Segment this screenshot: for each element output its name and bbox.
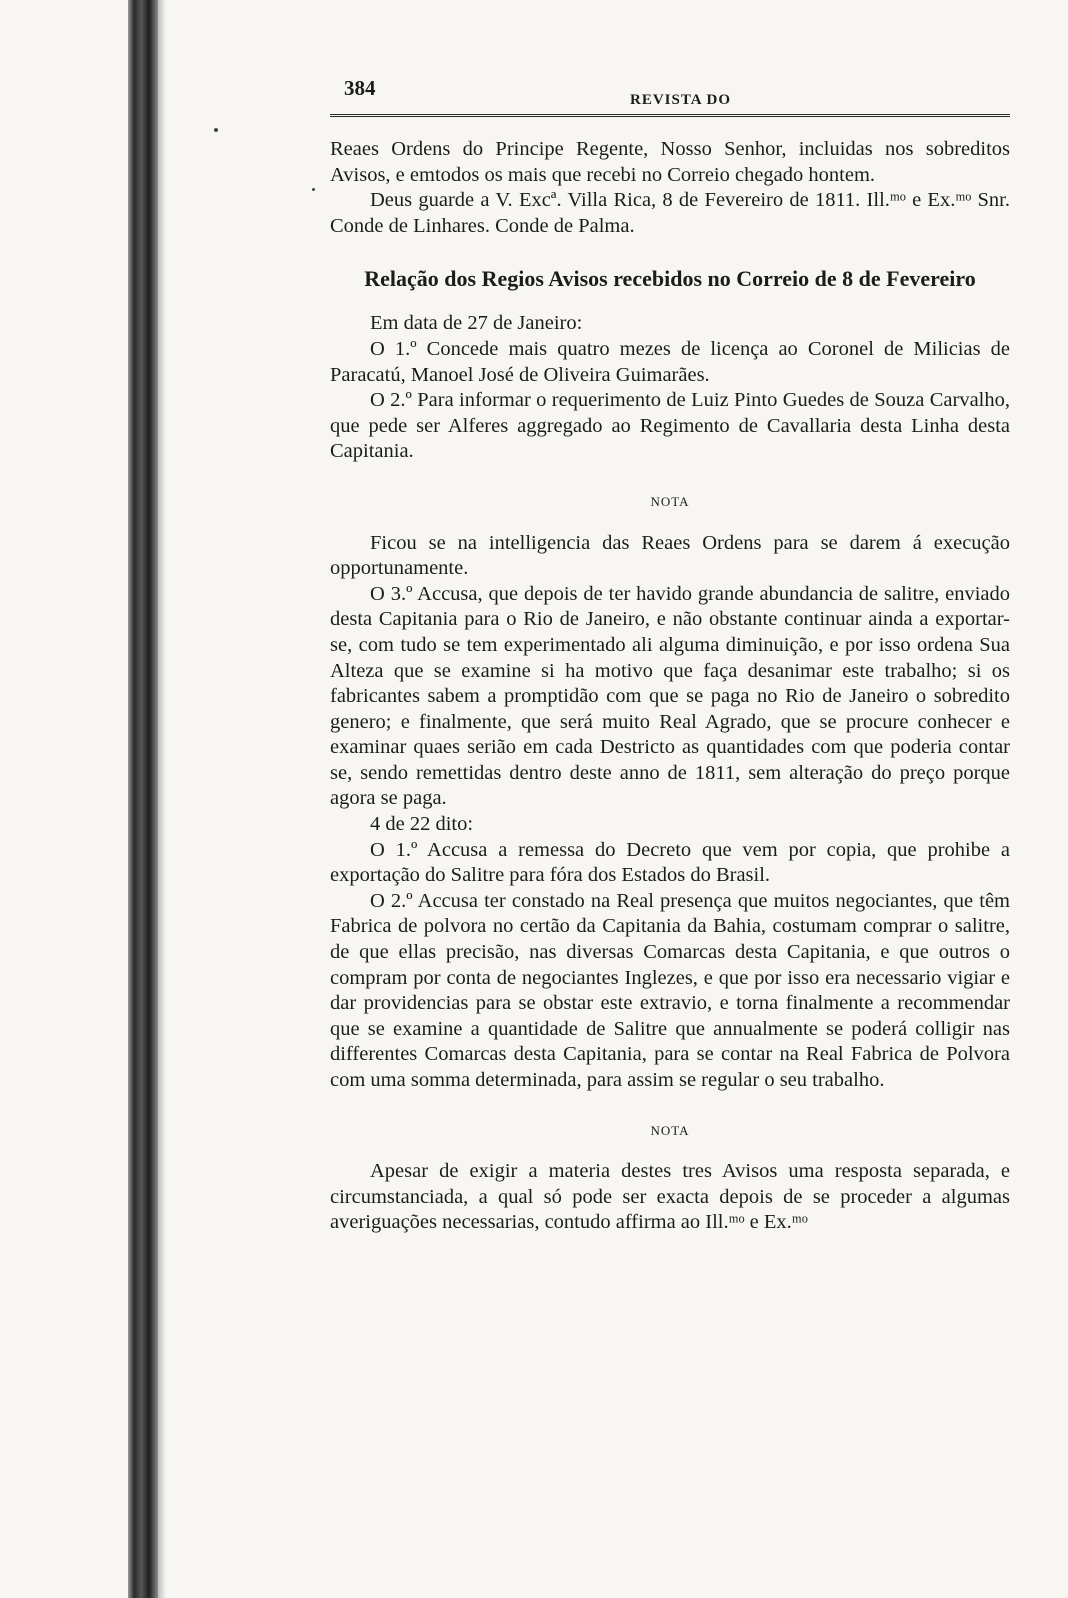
page-body: [330, 117, 1010, 1236]
page: [330, 70, 1010, 1236]
paragraph-date-2: 4 de 22 dito:: [370, 813, 474, 836]
book-binding-gutter: [128, 0, 158, 1598]
ink-speck: [214, 128, 218, 132]
nota-label: NOTA: [650, 1122, 690, 1138]
paragraph-nota-1: Ficou se na intelligencia das Reaes Ordens para se darem á execução opportunamente.: [330, 531, 1010, 580]
paragraph-item-1: O 1.º Concede mais quatro mezes de licença ao Coronel de Milicias de Paracatú, Manoel José de Oliveira Guimarães.: [330, 337, 1010, 386]
paragraph-item-3: O 3.º Accusa, que depois de ter havido grande abundancia de salitre, enviado desta Capitania para o Rio de Janeiro, e não obstante continuar ainda a exportar-se, com tudo se tem experimentado ali alguma diminuição, e por isso ordena Sua Alteza que se examine si ha motivo que faça desanimar este trabalho; si os fabricantes sabem a promptidão com que se paga no Rio de Janeiro o sobredito genero; e finalmente, que será muito Real Agrado, que se procure conhecer e examinar quaes serião em cada Destricto as quantidades com que poderia contar se, sendo remettidas dentro deste anno de 1811, sem alteração do preço porque agora se paga.: [330, 582, 1010, 810]
paragraph-date: Em data de 27 de Janeiro:: [370, 312, 583, 335]
paragraph-item-4: O 1.º Accusa a remessa do Decreto que vem por copia, que prohibe a exportação do Salitre para fóra dos Estados do Brasil.: [330, 838, 1010, 887]
running-head: REVISTA DO: [630, 92, 731, 108]
ink-speck: [312, 188, 315, 191]
nota-label: NOTA: [650, 493, 690, 509]
page-header: [330, 70, 1010, 117]
page-edge-shadow: [158, 0, 166, 1598]
paragraph-nota-2: Apesar de exigir a materia destes tres Avisos uma resposta separada, e circumstanciada, a qual só pode ser exacta depois de se proceder a algumas averiguações necessarias, contudo affirma ao Ill.ᵐᵒ e Ex.ᵐᵒ: [330, 1160, 1010, 1234]
paragraph-closing: Deus guarde a V. Excª. Villa Rica, 8 de Fevereiro de 1811. Ill.ᵐᵒ e Ex.ᵐᵒ Snr. Conde de Linhares. Conde de Palma.: [330, 189, 1010, 237]
paragraph-item-2: O 2.º Para informar o requerimento de Luiz Pinto Guedes de Souza Carvalho, que pede ser Alferes aggregado ao Regimento de Cavallaria desta Linha desta Capitania.: [330, 389, 1010, 463]
page-number: 384: [344, 76, 376, 100]
paragraph-item-5: O 2.º Accusa ter constado na Real presença que muitos negociantes, que têm Fabrica de polvora no certão da Capitania da Bahia, costumam comprar o salitre, de que ellas precisão, nas diversas Comarcas desta Capitania, e que outros o compram por conta de negociantes Inglezes, e que por isso era necessario vigiar e dar providencias para se obstar este extravio, e torna finalmente a recommendar que se examine a quantidade de Salitre que annualmente se poderá colligir nas differentes Comarcas desta Capitania, para se contar na Real Fabrica de Polvora com uma somma determinada, para assim se regular o seu trabalho.: [330, 889, 1010, 1091]
section-heading: Relação dos Regios Avisos recebidos no Correio de 8 de Fevereiro: [364, 266, 976, 292]
paragraph-continuation: Reaes Ordens do Principe Regente, Nosso Senhor, incluidas nos sobreditos Avisos, e emtodos os mais que recebi no Correio chegado hontem.: [330, 138, 1010, 186]
